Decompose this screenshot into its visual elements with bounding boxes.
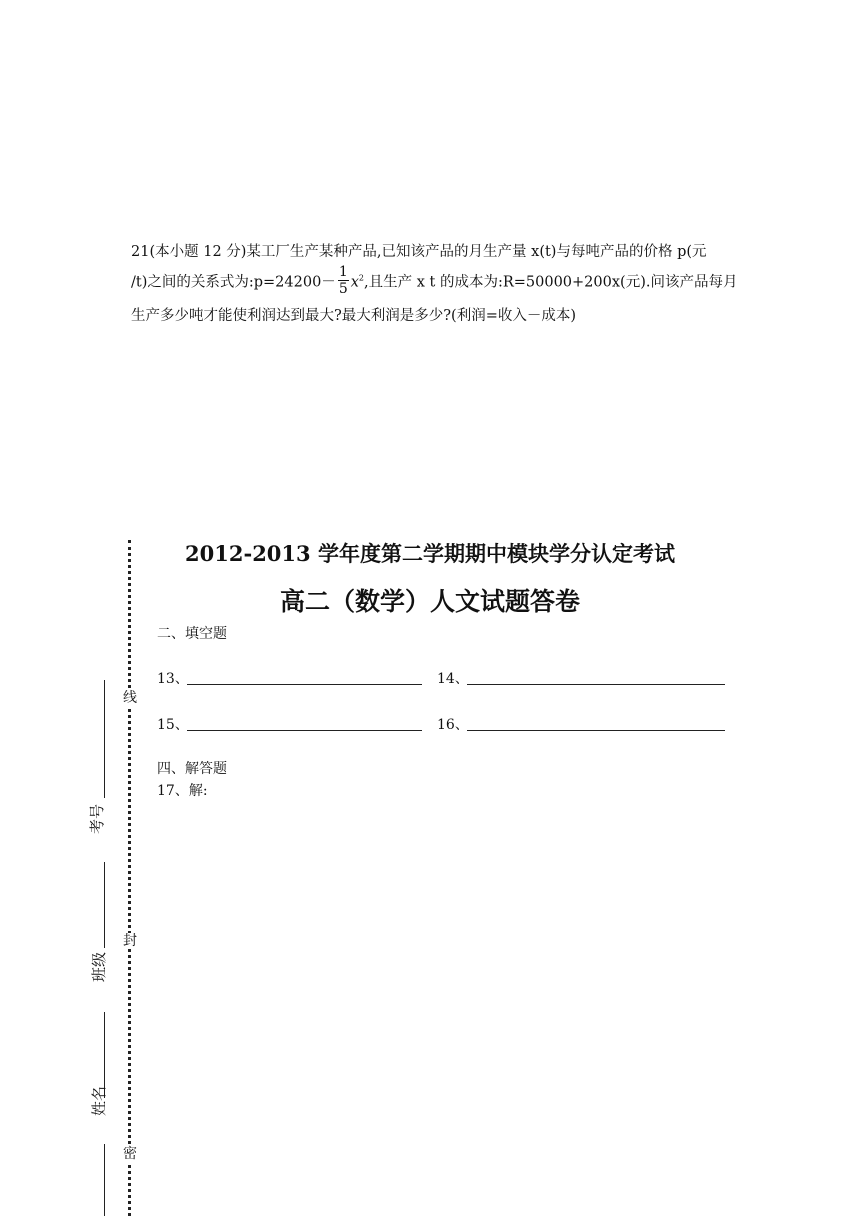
bottom-underline — [104, 1144, 105, 1216]
blank-13-field[interactable] — [187, 684, 422, 685]
variable-x: x — [350, 274, 359, 291]
binding-secret-char: 密 — [123, 1146, 137, 1162]
blank-14-label: 14、 — [437, 671, 469, 687]
problem-21-line-2-end: ,且生产 x t 的成本为:R=50000+200x(元).问该产品每月 — [364, 274, 738, 291]
blank-16-label: 16、 — [437, 717, 469, 733]
fraction-denominator: 5 — [338, 281, 348, 297]
class-label: 班级 — [90, 951, 108, 982]
class-underline — [104, 862, 105, 948]
exam-no-label: 考号 — [88, 803, 106, 834]
exam-no-underline — [104, 680, 105, 798]
blank-16-field[interactable] — [467, 730, 725, 731]
fraction-numerator: 1 — [338, 264, 348, 280]
binding-seal-char: 封 — [123, 933, 137, 949]
binding-dotted-line — [128, 540, 131, 1216]
fraction — [338, 264, 349, 297]
exponent: 2 — [358, 273, 365, 283]
blank-14-field[interactable] — [467, 684, 725, 685]
problem-21-line-2-start: /t)之间的关系式为:p=24200－ — [131, 274, 336, 291]
name-label: 姓名 — [90, 1085, 108, 1116]
blank-15-label: 15、 — [157, 717, 189, 733]
blank-13-label: 13、 — [157, 671, 189, 687]
problem-21-line-1: 21(本小题 12 分)某工厂生产某种产品,已知该产品的月生产量 x(t)与每吨产品的价格 p(元 — [131, 244, 707, 260]
exam-title: 2012-2013 学年度第二学期期中模块学分认定考试 — [185, 541, 675, 566]
blank-15-field[interactable] — [187, 730, 422, 731]
fill-blank-heading: 二、填空题 — [157, 626, 227, 642]
answer-heading: 四、解答题 — [157, 761, 227, 777]
problem-21-line-3: 生产多少吨才能使利润达到最大?最大利润是多少?(利润=收入－成本) — [131, 308, 577, 324]
binding-line-char: 线 — [123, 690, 137, 706]
problem-21-line-2 — [131, 266, 737, 299]
question-17-label: 17、解: — [157, 783, 208, 799]
answer-sheet-title: 高二（数学）人文试题答卷 — [279, 587, 580, 616]
